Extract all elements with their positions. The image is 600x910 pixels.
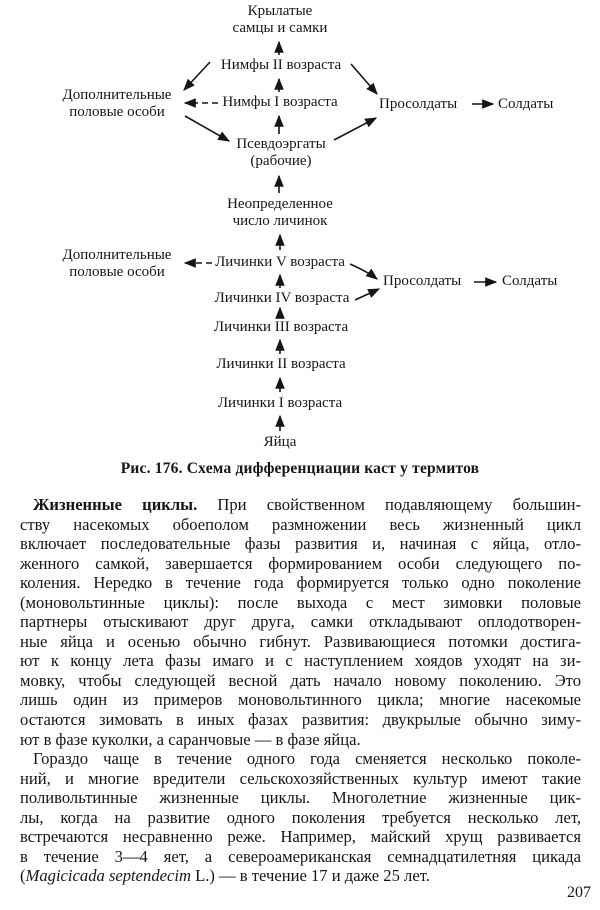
text-line: лишь один из примеров моновольтинного цикла; многие насекомые <box>20 690 581 710</box>
node-nymphs-i: Нимфы I возраста <box>222 94 338 110</box>
node-larvae-v: Личинки V возраста <box>215 254 345 270</box>
arrow-nymphs2-to-supplementary <box>184 62 210 90</box>
text-line: остаются зимовать в иных фазах развития: двукрылые обычно зиму- <box>20 710 581 730</box>
text-line: (моновольтинные циклы): после выхода с мест зимовки половые <box>20 592 581 612</box>
text-segment: L.) — в течение 17 и даже 25 лет. <box>190 866 430 886</box>
text-line <box>20 495 581 515</box>
node-indefinite-line1: Неопределенное <box>227 196 333 212</box>
node-winged-adults-line2: самцы и самки <box>232 19 328 36</box>
arrow-pseudergates-to-prosoldiers <box>334 118 376 140</box>
node-larvae-iv: Личинки IV возраста <box>214 290 350 306</box>
text-line: ству насекомых обоеполом размножении весь жизненный цикл <box>20 514 581 534</box>
text-line: ют в фазе куколки, а саранчовые — в фазе яйца. <box>20 729 361 749</box>
species-name-italic: Magicicada septendecim <box>25 866 191 886</box>
node-supplementary-line1: Дополнительные <box>62 247 172 263</box>
body-text <box>20 495 581 886</box>
text-line: поливольтинные жизненные циклы. Многолетние жизненные цик- <box>20 788 581 808</box>
paragraph-life-cycles <box>20 495 581 749</box>
node-supplementary-reproductives-lower <box>63 247 172 280</box>
node-supplementary-reproductives-upper <box>63 87 172 120</box>
node-pseudergates <box>236 136 325 169</box>
text-line: женного самкой, завершается формированием особи следующего по- <box>20 553 581 573</box>
node-pseudergates-line2: (рабочие) <box>250 152 312 169</box>
node-prosoldiers-upper: Просолдаты <box>379 96 458 112</box>
text-line: в течение 3—4 яет, а североамериканская семнадцатилетняя цикада <box>20 846 581 866</box>
text-line: мовку, чтобы следующей весной дать начало новому поколению. Это <box>20 670 581 690</box>
arrow-larvae5-to-prosoldiers <box>350 264 377 279</box>
text-line: ные яйца и осенью обычно гибнут. Развивающиеся потомки достига- <box>20 631 581 651</box>
node-supplementary-line2: половые особи <box>69 263 165 280</box>
text-line <box>20 866 581 886</box>
text-line: лы, когда на развитие одного поколения требуется несколько лет, <box>20 807 581 827</box>
text-line: включает последовательные фазы развития и, начиная с яйца, отло- <box>20 534 581 554</box>
node-soldiers-upper: Солдаты <box>498 96 554 112</box>
arrow-larvae4-to-prosoldiers <box>355 289 379 300</box>
node-prosoldiers-lower: Просолдаты <box>383 273 462 289</box>
paragraph-voltinism <box>20 749 581 886</box>
node-larvae-ii: Личинки II возраста <box>216 356 346 372</box>
node-nymphs-ii: Нимфы II возраста <box>220 57 342 73</box>
text-line: ют к концу лета фазы имаго и с наступлением хоядов уходят на зи- <box>20 651 581 671</box>
node-winged-adults <box>233 3 328 36</box>
text-line: коления. Нередко в течение года формируется только одно поколение <box>20 573 581 593</box>
page-number: 207 <box>567 884 591 901</box>
text-segment: ( <box>20 866 26 886</box>
node-indefinite-line2: число личинок <box>232 212 328 229</box>
node-larvae-i: Личинки I возраста <box>217 395 343 411</box>
node-winged-adults-line1: Крылатые <box>247 3 313 19</box>
figure-caption: Рис. 176. Схема дифференциации каст у термитов <box>120 460 480 477</box>
node-supplementary-line2: половые особи <box>69 103 165 120</box>
node-eggs: Яйца <box>263 434 297 450</box>
arrow-supplementary-to-pseudergates <box>185 116 229 141</box>
arrow-nymphs2-to-prosoldiers <box>351 64 377 94</box>
text-line: Гораздо чаще в течение одного года сменяется несколько поколе- <box>33 749 581 769</box>
paragraph-lead-bold: Жизненные циклы. <box>33 495 198 514</box>
node-larvae-iii: Личинки III возраста <box>213 319 349 335</box>
node-indefinite-larvae <box>227 196 333 229</box>
text-line: партнеры отыскивают друг друга, самки откладывают оплодотворен- <box>20 612 581 632</box>
node-soldiers-lower: Солдаты <box>502 273 558 289</box>
text-line: ний, и многие вредители сельскохозяйственных культур имеют такие <box>20 768 581 788</box>
node-pseudergates-line1: Псевдоэргаты <box>236 136 326 152</box>
text-segment: При свойственном подавляющему большин- <box>197 495 581 514</box>
text-line: встречаются несравненно реже. Например, майский хрущ развивается <box>20 827 581 847</box>
node-supplementary-line1: Дополнительные <box>62 87 172 103</box>
